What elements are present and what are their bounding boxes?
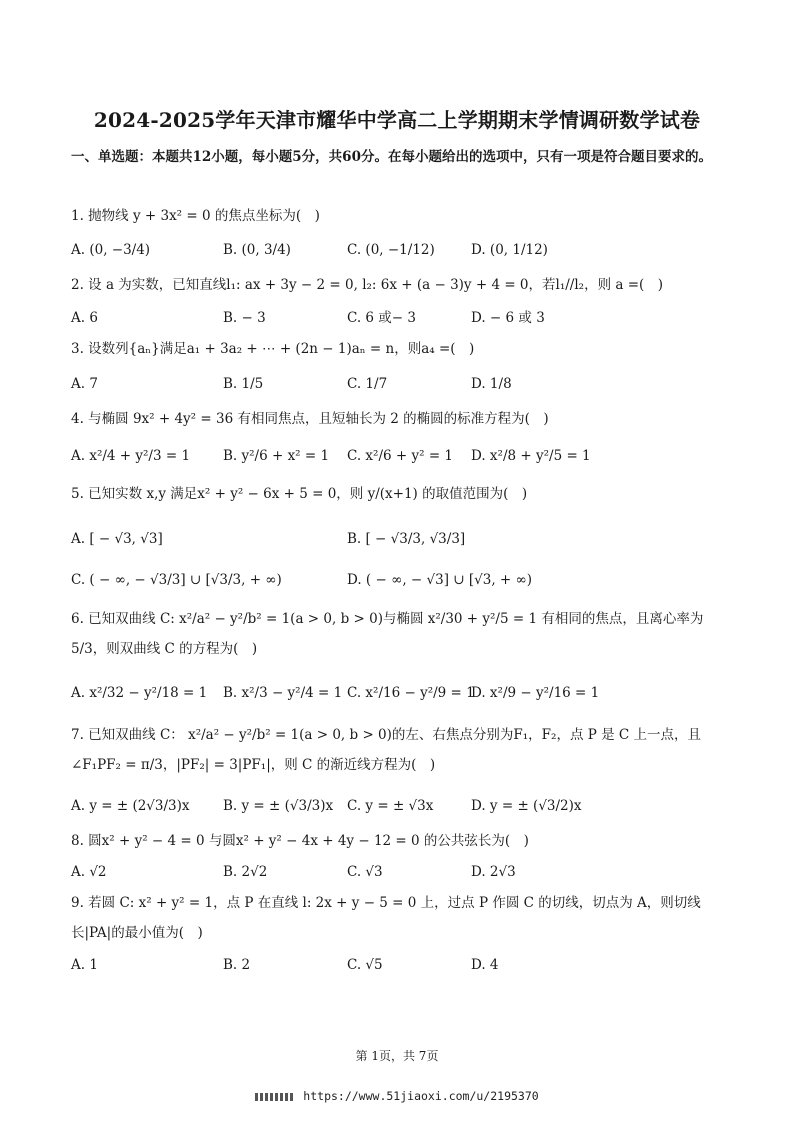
q2-option-c: C. 6 或− 3 xyxy=(347,310,417,326)
q7-option-c: C. y = ± √3x xyxy=(347,798,434,814)
q9-option-c: C. √5 xyxy=(347,957,383,973)
question-7: 7. 已知双曲线 C： x²/a² − y²/b² = 1(a > 0, b > 0)的左、右焦点分别为F₁，F₂，点 P 是 C 上一点，且∠F₁PF₂ = π/3，|PF₂| = 3|PF₁|，则 C 的渐近线方程为( ) xyxy=(71,727,702,773)
source-url: https://www.51jiaoxi.com/u/2195370 xyxy=(303,1089,539,1103)
section-heading: 一、单选题：本题共12小题，每小题5分，共60分。在每小题给出的选项中，只有一项是符合题目要求的。 xyxy=(71,149,712,165)
q6-option-b: B. x²/3 − y²/4 = 1 xyxy=(223,685,343,701)
q5-option-c: C. ( − ∞, − √3/3] ∪ [√3/3, + ∞) xyxy=(71,572,282,588)
q5-option-d: D. ( − ∞, − √3] ∪ [√3, + ∞) xyxy=(347,572,533,588)
q9-option-a: A. 1 xyxy=(71,957,98,973)
q4-option-d: D. x²/8 + y²/5 = 1 xyxy=(471,448,591,464)
q1-option-c: C. (0, −1/12) xyxy=(347,242,435,258)
q4-option-c: C. x²/6 + y² = 1 xyxy=(347,448,454,464)
question-8: 8. 圆x² + y² − 4 = 0 与圆x² + y² − 4x + 4y − 12 = 0 的公共弦长为( ) xyxy=(71,833,529,849)
q6-option-a: A. x²/32 − y²/18 = 1 xyxy=(71,685,208,701)
q3-option-c: C. 1/7 xyxy=(347,376,388,392)
q4-option-a: A. x²/4 + y²/3 = 1 xyxy=(71,448,191,464)
question-4: 4. 与椭圆 9x² + 4y² = 36 有相同焦点，且短轴长为 2 的椭圆的标准方程为( ) xyxy=(71,411,549,427)
exam-title: 2024-2025学年天津市耀华中学高二上学期期末学情调研数学试卷 xyxy=(93,108,701,132)
q6-option-c: C. x²/16 − y²/9 = 1 xyxy=(347,685,475,701)
question-2: 2. 设 a 为实数，已知直线l₁: ax + 3y − 2 = 0, l₂: 6x + (a − 3)y + 4 = 0，若l₁//l₂，则 a =( ) xyxy=(71,277,664,293)
q7-option-b: B. y = ± (√3/3)x xyxy=(223,798,334,814)
source-watermark xyxy=(0,1089,794,1103)
question-1: 1. 抛物线 y + 3x² = 0 的焦点坐标为( ) xyxy=(71,208,320,224)
question-3: 3. 设数列{aₙ}满足a₁ + 3a₂ + ⋯ + (2n − 1)aₙ = n，则a₄ =( ) xyxy=(71,341,475,357)
q2-option-a: A. 6 xyxy=(71,310,98,326)
q1-option-b: B. (0, 3/4) xyxy=(223,242,291,258)
q7-option-d: D. y = ± (√3/2)x xyxy=(471,798,582,814)
page-footer: 第 1页，共 7页 xyxy=(355,1049,439,1063)
question-5: 5. 已知实数 x,y 满足x² + y² − 6x + 5 = 0，则 y/(x+1) 的取值范围为( ) xyxy=(71,486,528,502)
q3-option-a: A. 7 xyxy=(71,376,98,392)
q2-option-d: D. − 6 或 3 xyxy=(471,310,545,326)
watermark-icon xyxy=(255,1093,293,1101)
q4-option-b: B. y²/6 + x² = 1 xyxy=(223,448,330,464)
q3-option-d: D. 1/8 xyxy=(471,376,512,392)
q8-option-c: C. √3 xyxy=(347,864,383,880)
q5-option-a: A. [ − √3, √3] xyxy=(71,531,163,547)
question-9: 9. 若圆 C: x² + y² = 1，点 P 在直线 l: 2x + y − 5 = 0 上，过点 P 作圆 C 的切线，切点为 A，则切线长|PA|的最小值为( ) xyxy=(71,895,701,941)
q1-option-a: A. (0, −3/4) xyxy=(71,242,151,258)
q8-option-a: A. √2 xyxy=(71,864,107,880)
q9-option-b: B. 2 xyxy=(223,957,251,973)
q8-option-d: D. 2√3 xyxy=(471,864,516,880)
q9-option-d: D. 4 xyxy=(471,957,499,973)
q1-option-d: D. (0, 1/12) xyxy=(471,242,548,258)
q5-option-b: B. [ − √3/3, √3/3] xyxy=(347,531,466,547)
q8-option-b: B. 2√2 xyxy=(223,864,268,880)
q2-option-b: B. − 3 xyxy=(223,310,266,326)
q3-option-b: B. 1/5 xyxy=(223,376,264,392)
question-6: 6. 已知双曲线 C: x²/a² − y²/b² = 1(a > 0, b > 0)与椭圆 x²/30 + y²/5 = 1 有相同的焦点，且离心率为 5/3，则双曲线 C 的方程为( ) xyxy=(71,611,704,657)
q7-option-a: A. y = ± (2√3/3)x xyxy=(71,798,190,814)
q6-option-d: D. x²/9 − y²/16 = 1 xyxy=(471,685,600,701)
